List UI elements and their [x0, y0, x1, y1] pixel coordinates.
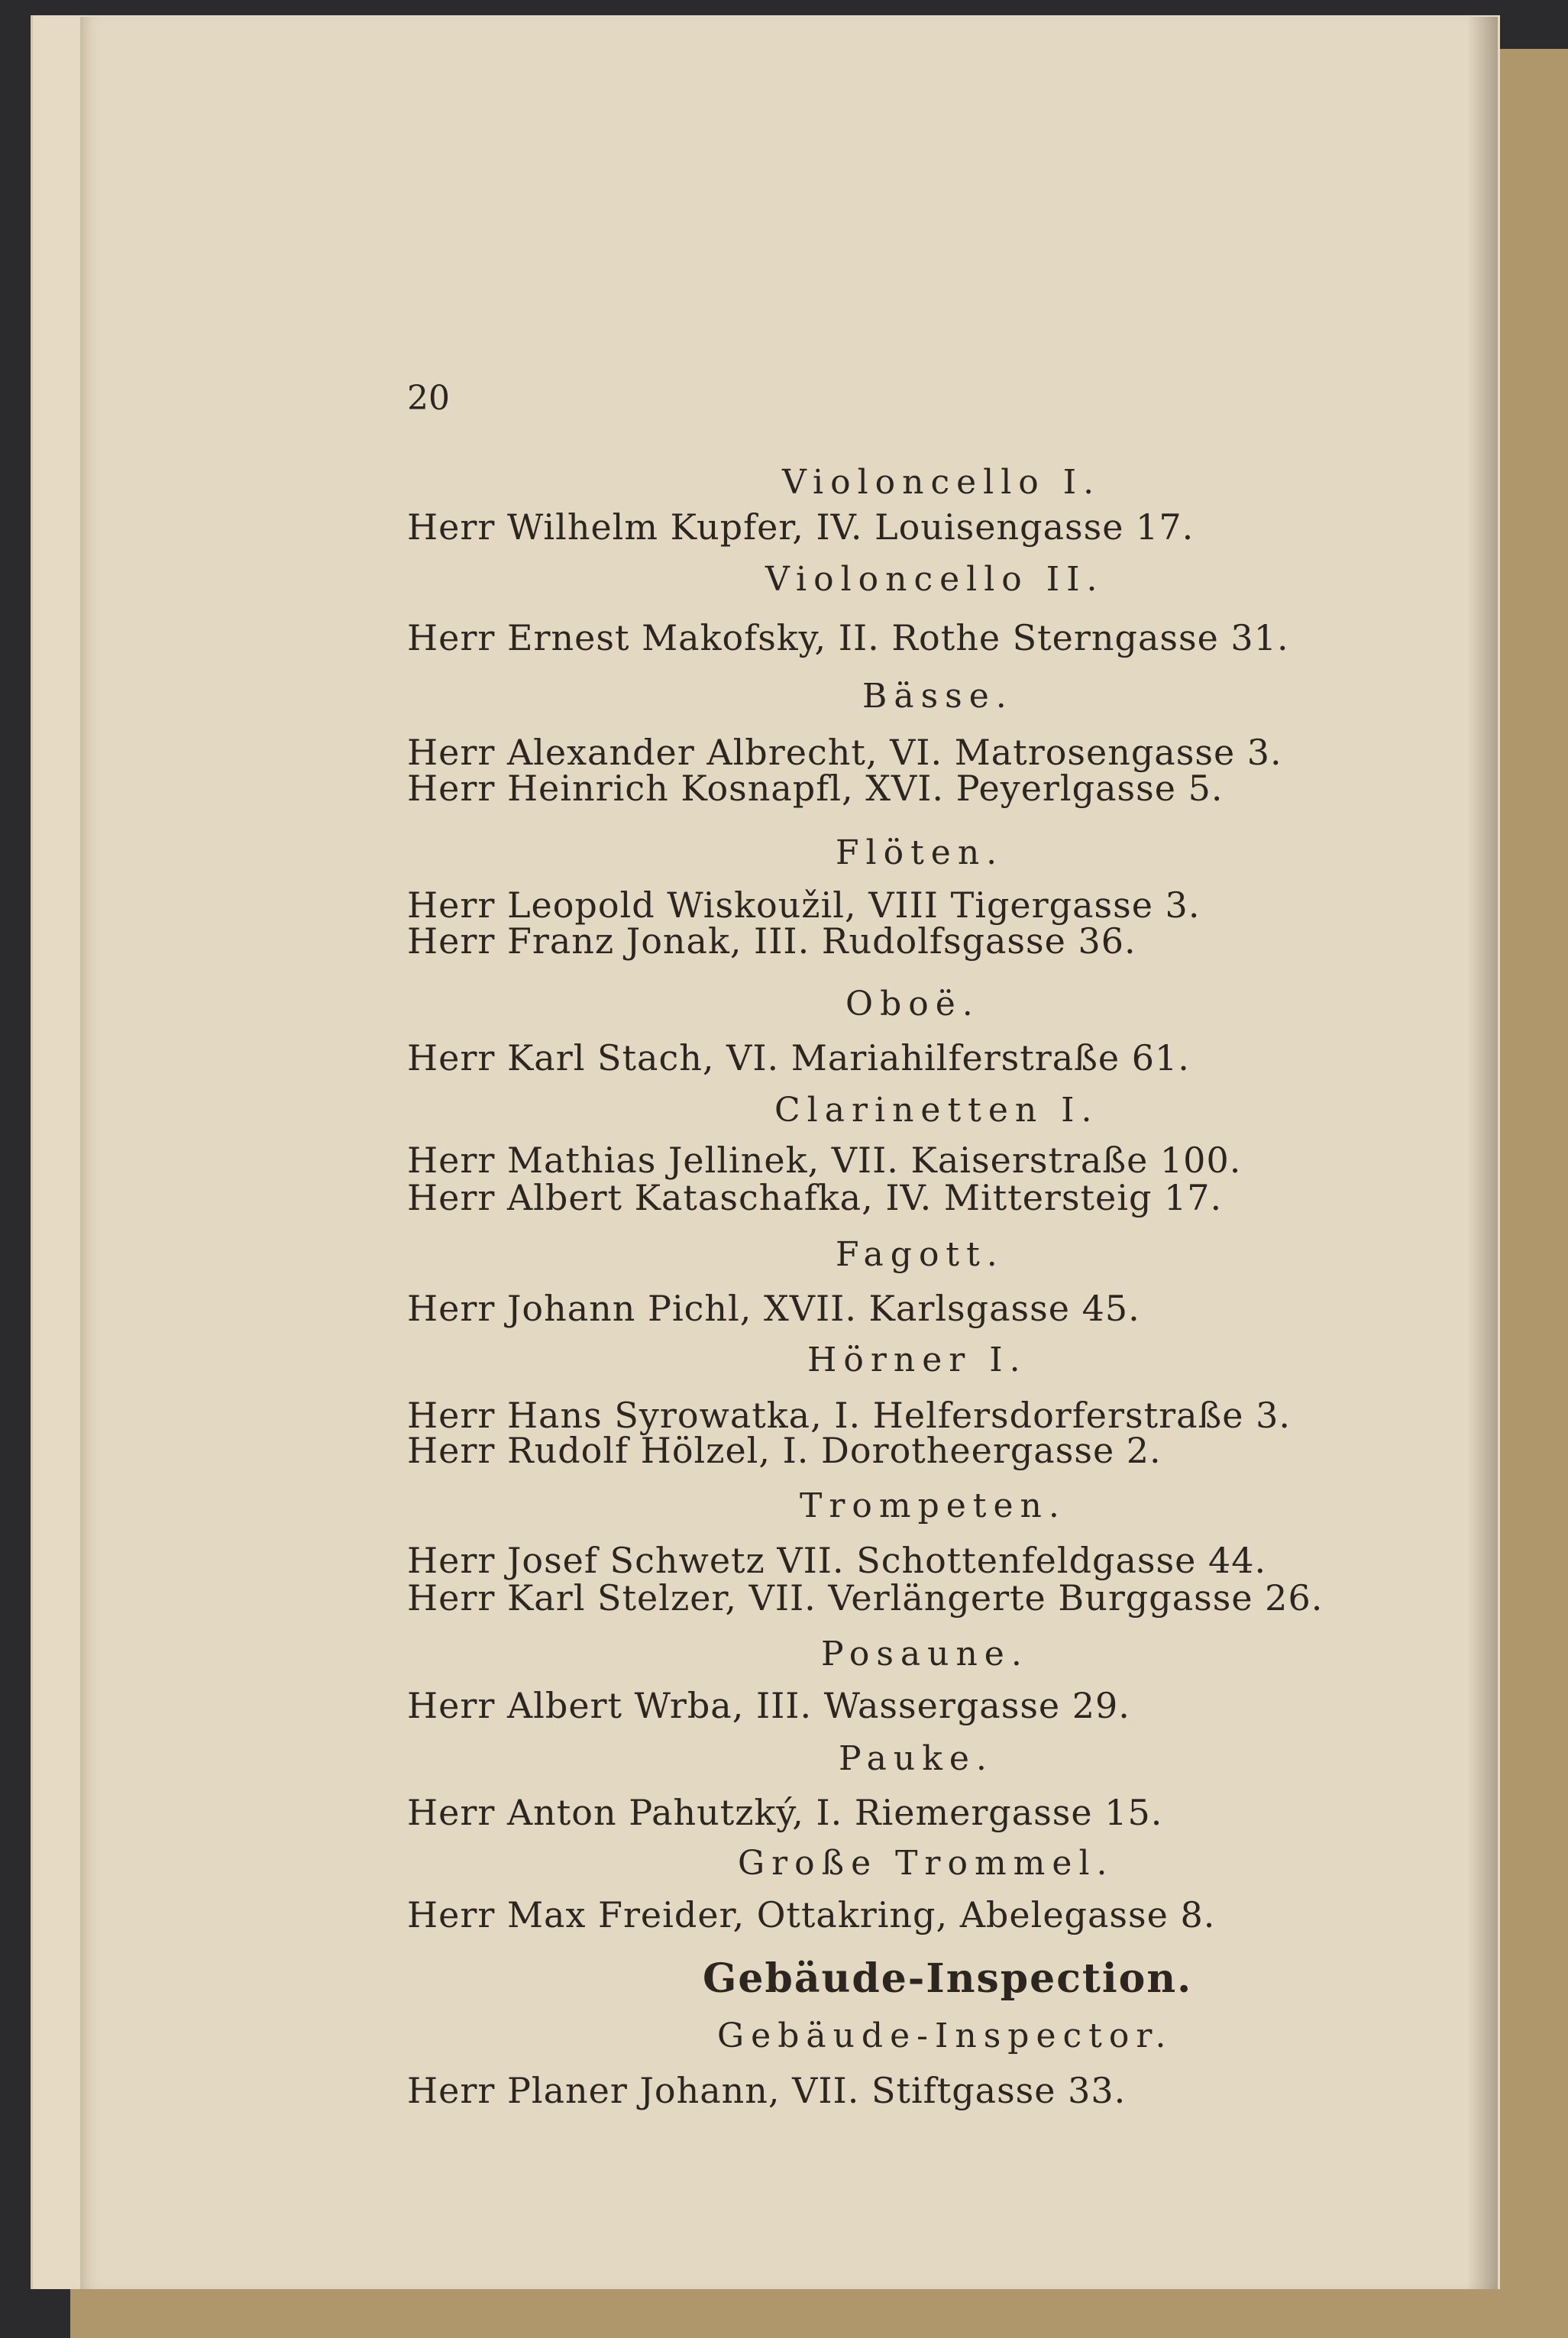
roster-entry: Herr Leopold Wiskoužil, VIII Tigergasse 3.: [407, 884, 1201, 926]
section-heading: Fagott.: [836, 1235, 1004, 1274]
section-heading: Bässe.: [862, 677, 1014, 716]
section-heading: Pauke.: [839, 1739, 994, 1778]
section-heading: Violoncello II.: [765, 560, 1104, 599]
roster-entry: Herr Franz Jonak, III. Rudolfsgasse 36.: [407, 920, 1136, 962]
section-heading: Trompeten.: [800, 1486, 1066, 1525]
roster-entry: Herr Wilhelm Kupfer, IV. Louisengasse 17.: [407, 506, 1195, 548]
roster-entry: Herr Albert Wrba, III. Wassergasse 29.: [407, 1685, 1130, 1726]
section-heading: Große Trommel.: [738, 1844, 1114, 1883]
roster-entry: Herr Anton Pahutzký, I. Riemergasse 15.: [407, 1792, 1163, 1833]
roster-entry: Herr Johann Pichl, XVII. Karlsgasse 45.: [407, 1288, 1140, 1329]
section-heading: Posaune.: [821, 1635, 1029, 1673]
roster-entry: Herr Alexander Albrecht, VI. Matrosengasse 3.: [407, 732, 1282, 773]
section-heading: Hörner I.: [807, 1340, 1027, 1379]
section-heading: Gebäude-Inspector.: [717, 2016, 1173, 2055]
roster-entry: Herr Hans Syrowatka, I. Helfersdorferstraße 3.: [407, 1395, 1291, 1436]
roster-entry: Herr Ernest Makofsky, II. Rothe Sterngasse 31.: [407, 617, 1289, 658]
roster-entry: Herr Max Freider, Ottakring, Abelegasse 8.: [407, 1894, 1216, 1935]
chapter-heading: Gebäude-Inspection.: [703, 1955, 1193, 2002]
roster-entry: Herr Karl Stelzer, VII. Verlängerte Burggasse 26.: [407, 1577, 1324, 1618]
roster-entry: Herr Karl Stach, VI. Mariahilferstraße 61.: [407, 1037, 1190, 1078]
roster-entry: Herr Mathias Jellinek, VII. Kaiserstraße 100.: [407, 1140, 1242, 1181]
section-heading: Oboë.: [845, 985, 980, 1023]
section-heading: Clarinetten I.: [774, 1091, 1099, 1130]
page-number: 20: [407, 379, 450, 418]
roster-entry: Herr Albert Kataschafka, IV. Mittersteig 17.: [407, 1177, 1223, 1218]
section-heading: Violoncello I.: [782, 463, 1101, 502]
roster-entry: Herr Planer Johann, VII. Stiftgasse 33.: [407, 2070, 1127, 2111]
roster-entry: Herr Rudolf Hölzel, I. Dorotheergasse 2.: [407, 1430, 1162, 1471]
roster-entry: Herr Heinrich Kosnapfl, XVI. Peyerlgasse 5.: [407, 768, 1224, 809]
section-heading: Flöten.: [836, 833, 1004, 872]
roster-entry: Herr Josef Schwetz VII. Schottenfeldgasse 44.: [407, 1540, 1267, 1581]
